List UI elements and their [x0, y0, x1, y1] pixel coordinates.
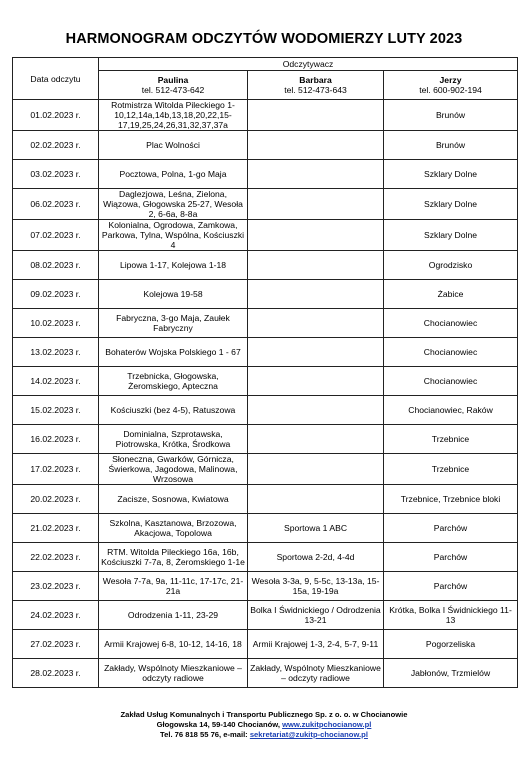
table-row: [13, 659, 518, 688]
jerzy-cell: Szklary Dolne: [384, 189, 518, 220]
barbara-cell: Zakłady, Wspólnoty Mieszkaniowe – odczyty radiowe: [248, 659, 384, 688]
table-row: [13, 280, 518, 309]
jerzy-cell: Ogrodzisko: [384, 251, 518, 280]
jerzy-cell: Chocianowiec: [384, 338, 518, 367]
date-cell: 02.02.2023 r.: [13, 131, 99, 160]
footer-address: Głogowska 14, 59-140 Chocianów,: [156, 720, 283, 729]
jerzy-cell: Trzebnice: [384, 425, 518, 454]
table-row: [13, 309, 518, 338]
jerzy-cell: Trzebnice: [384, 454, 518, 485]
date-cell: 16.02.2023 r.: [13, 425, 99, 454]
footer: [0, 710, 528, 740]
reader-name: Paulina: [157, 75, 189, 85]
paulina-cell: RTM. Witolda Pileckiego 16a, 16b, Kościuszki 7-7a, 8, Żeromskiego 1-1e: [99, 543, 248, 572]
paulina-cell: Fabryczna, 3-go Maja, Zaułek Fabryczny: [99, 309, 248, 338]
paulina-cell: Zakłady, Wspólnoty Mieszkaniowe – odczyty radiowe: [99, 659, 248, 688]
date-cell: 01.02.2023 r.: [13, 100, 99, 131]
reader-group-header: Odczytywacz: [99, 58, 518, 71]
table-row: [13, 425, 518, 454]
table-header-row: [13, 58, 518, 71]
table-row: [13, 454, 518, 485]
date-cell: 28.02.2023 r.: [13, 659, 99, 688]
paulina-cell: Słoneczna, Gwarków, Górnicza, Świerkowa, Jagodowa, Malinowa, Wrzosowa: [99, 454, 248, 485]
date-cell: 20.02.2023 r.: [13, 485, 99, 514]
paulina-cell: Odrodzenia 1-11, 23-29: [99, 601, 248, 630]
jerzy-cell: Chocianowiec: [384, 367, 518, 396]
barbara-cell: [248, 485, 384, 514]
reader-header-paulina: [99, 71, 248, 100]
date-cell: 24.02.2023 r.: [13, 601, 99, 630]
jerzy-cell: Trzebnice, Trzebnice bloki: [384, 485, 518, 514]
barbara-cell: Sportowa 2-2d, 4-4d: [248, 543, 384, 572]
jerzy-cell: Parchów: [384, 543, 518, 572]
paulina-cell: Lipowa 1-17, Kolejowa 1-18: [99, 251, 248, 280]
jerzy-cell: Szklary Dolne: [384, 160, 518, 189]
reader-phone: tel. 512-473-643: [284, 85, 347, 95]
paulina-cell: Szkolna, Kasztanowa, Brzozowa, Akacjowa, Topolowa: [99, 514, 248, 543]
table-row: [13, 220, 518, 251]
footer-phone: Tel. 76 818 55 76, e-mail:: [160, 730, 250, 739]
date-cell: 08.02.2023 r.: [13, 251, 99, 280]
paulina-cell: Dominialna, Szprotawska, Piotrowska, Krótka, Środkowa: [99, 425, 248, 454]
barbara-cell: [248, 454, 384, 485]
date-cell: 23.02.2023 r.: [13, 572, 99, 601]
paulina-cell: Wesoła 7-7a, 9a, 11-11c, 17-17c, 21-21a: [99, 572, 248, 601]
barbara-cell: Armii Krajowej 1-3, 2-4, 5-7, 9-11: [248, 630, 384, 659]
barbara-cell: [248, 425, 384, 454]
table-row: [13, 189, 518, 220]
reader-phone: tel. 512-473-642: [141, 85, 205, 95]
date-cell: 15.02.2023 r.: [13, 396, 99, 425]
reader-header-barbara: [248, 71, 384, 100]
paulina-cell: Daglezjowa, Leśna, Zielona, Wiązowa, Głogowska 25-27, Wesoła 2, 6-6a, 8-8a: [99, 189, 248, 220]
barbara-cell: Wesoła 3-3a, 9, 5-5c, 13-13a, 15-15a, 19-19a: [248, 572, 384, 601]
barbara-cell: [248, 338, 384, 367]
date-cell: 13.02.2023 r.: [13, 338, 99, 367]
table-row: [13, 485, 518, 514]
jerzy-cell: Parchów: [384, 514, 518, 543]
date-cell: 10.02.2023 r.: [13, 309, 99, 338]
reader-phone: tel. 600-902-194: [419, 85, 482, 95]
table-row: [13, 251, 518, 280]
jerzy-cell: Brunów: [384, 100, 518, 131]
email-link[interactable]: sekretariat@zukitp-chocianow.pl: [249, 730, 368, 739]
date-cell: 07.02.2023 r.: [13, 220, 99, 251]
barbara-cell: Sportowa 1 ABC: [248, 514, 384, 543]
barbara-cell: [248, 100, 384, 131]
footer-address-line: [0, 720, 528, 730]
paulina-cell: Plac Wolności: [99, 131, 248, 160]
table-row: [13, 543, 518, 572]
table-row: [13, 630, 518, 659]
jerzy-cell: Pogorzeliska: [384, 630, 518, 659]
barbara-cell: [248, 251, 384, 280]
paulina-cell: Zacisze, Sosnowa, Kwiatowa: [99, 485, 248, 514]
date-cell: 14.02.2023 r.: [13, 367, 99, 396]
jerzy-cell: Żabice: [384, 280, 518, 309]
table-row: [13, 601, 518, 630]
barbara-cell: [248, 220, 384, 251]
table-row: [13, 514, 518, 543]
footer-contact-line: [0, 730, 528, 740]
table-row: [13, 160, 518, 189]
paulina-cell: Kolejowa 19-58: [99, 280, 248, 309]
table-row: [13, 338, 518, 367]
date-cell: 21.02.2023 r.: [13, 514, 99, 543]
jerzy-cell: Krótka, Bolka I Świdnickiego 11-13: [384, 601, 518, 630]
paulina-cell: Armii Krajowej 6-8, 10-12, 14-16, 18: [99, 630, 248, 659]
paulina-cell: Pocztowa, Polna, 1-go Maja: [99, 160, 248, 189]
date-cell: 09.02.2023 r.: [13, 280, 99, 309]
paulina-cell: Kościuszki (bez 4-5), Ratuszowa: [99, 396, 248, 425]
paulina-cell: Trzebnicka, Głogowska, Żeromskiego, Apteczna: [99, 367, 248, 396]
date-cell: 06.02.2023 r.: [13, 189, 99, 220]
paulina-cell: Bohaterów Wojska Polskiego 1 - 67: [99, 338, 248, 367]
paulina-cell: Kolonialna, Ogrodowa, Zamkowa, Parkowa, Tylna, Wspólna, Kościuszki 4: [99, 220, 248, 251]
website-link[interactable]: www.zukitpchocianow.pl: [282, 720, 372, 729]
table-row: [13, 396, 518, 425]
jerzy-cell: Brunów: [384, 131, 518, 160]
table-row: [13, 572, 518, 601]
barbara-cell: [248, 189, 384, 220]
date-cell: 17.02.2023 r.: [13, 454, 99, 485]
jerzy-cell: Chocianowiec, Raków: [384, 396, 518, 425]
barbara-cell: [248, 160, 384, 189]
reader-name: Jerzy: [439, 75, 462, 85]
barbara-cell: Bolka I Świdnickiego / Odrodzenia 13-21: [248, 601, 384, 630]
paulina-cell: Rotmistrza Witolda Pileckiego 1-10,12,14a,14b,13,18,20,22,15-17,19,25,24,26,31,32,37,37a: [99, 100, 248, 131]
table-row: [13, 367, 518, 396]
barbara-cell: [248, 131, 384, 160]
reader-header-jerzy: [384, 71, 518, 100]
date-cell: 22.02.2023 r.: [13, 543, 99, 572]
jerzy-cell: Szklary Dolne: [384, 220, 518, 251]
jerzy-cell: Parchów: [384, 572, 518, 601]
barbara-cell: [248, 280, 384, 309]
date-column-header: Data odczytu: [13, 58, 99, 100]
schedule-table: [12, 57, 518, 688]
date-cell: 03.02.2023 r.: [13, 160, 99, 189]
barbara-cell: [248, 309, 384, 338]
reader-name: Barbara: [299, 75, 332, 85]
barbara-cell: [248, 367, 384, 396]
jerzy-cell: Jabłonów, Trzmielów: [384, 659, 518, 688]
footer-company: Zakład Usług Komunalnych i Transportu Publicznego Sp. z o. o. w Chocianowie: [120, 710, 408, 719]
barbara-cell: [248, 396, 384, 425]
date-cell: 27.02.2023 r.: [13, 630, 99, 659]
table-row: [13, 100, 518, 131]
jerzy-cell: Chocianowiec: [384, 309, 518, 338]
document-title: HARMONOGRAM ODCZYTÓW WODOMIERZY LUTY 2023: [65, 31, 463, 47]
table-row: [13, 131, 518, 160]
